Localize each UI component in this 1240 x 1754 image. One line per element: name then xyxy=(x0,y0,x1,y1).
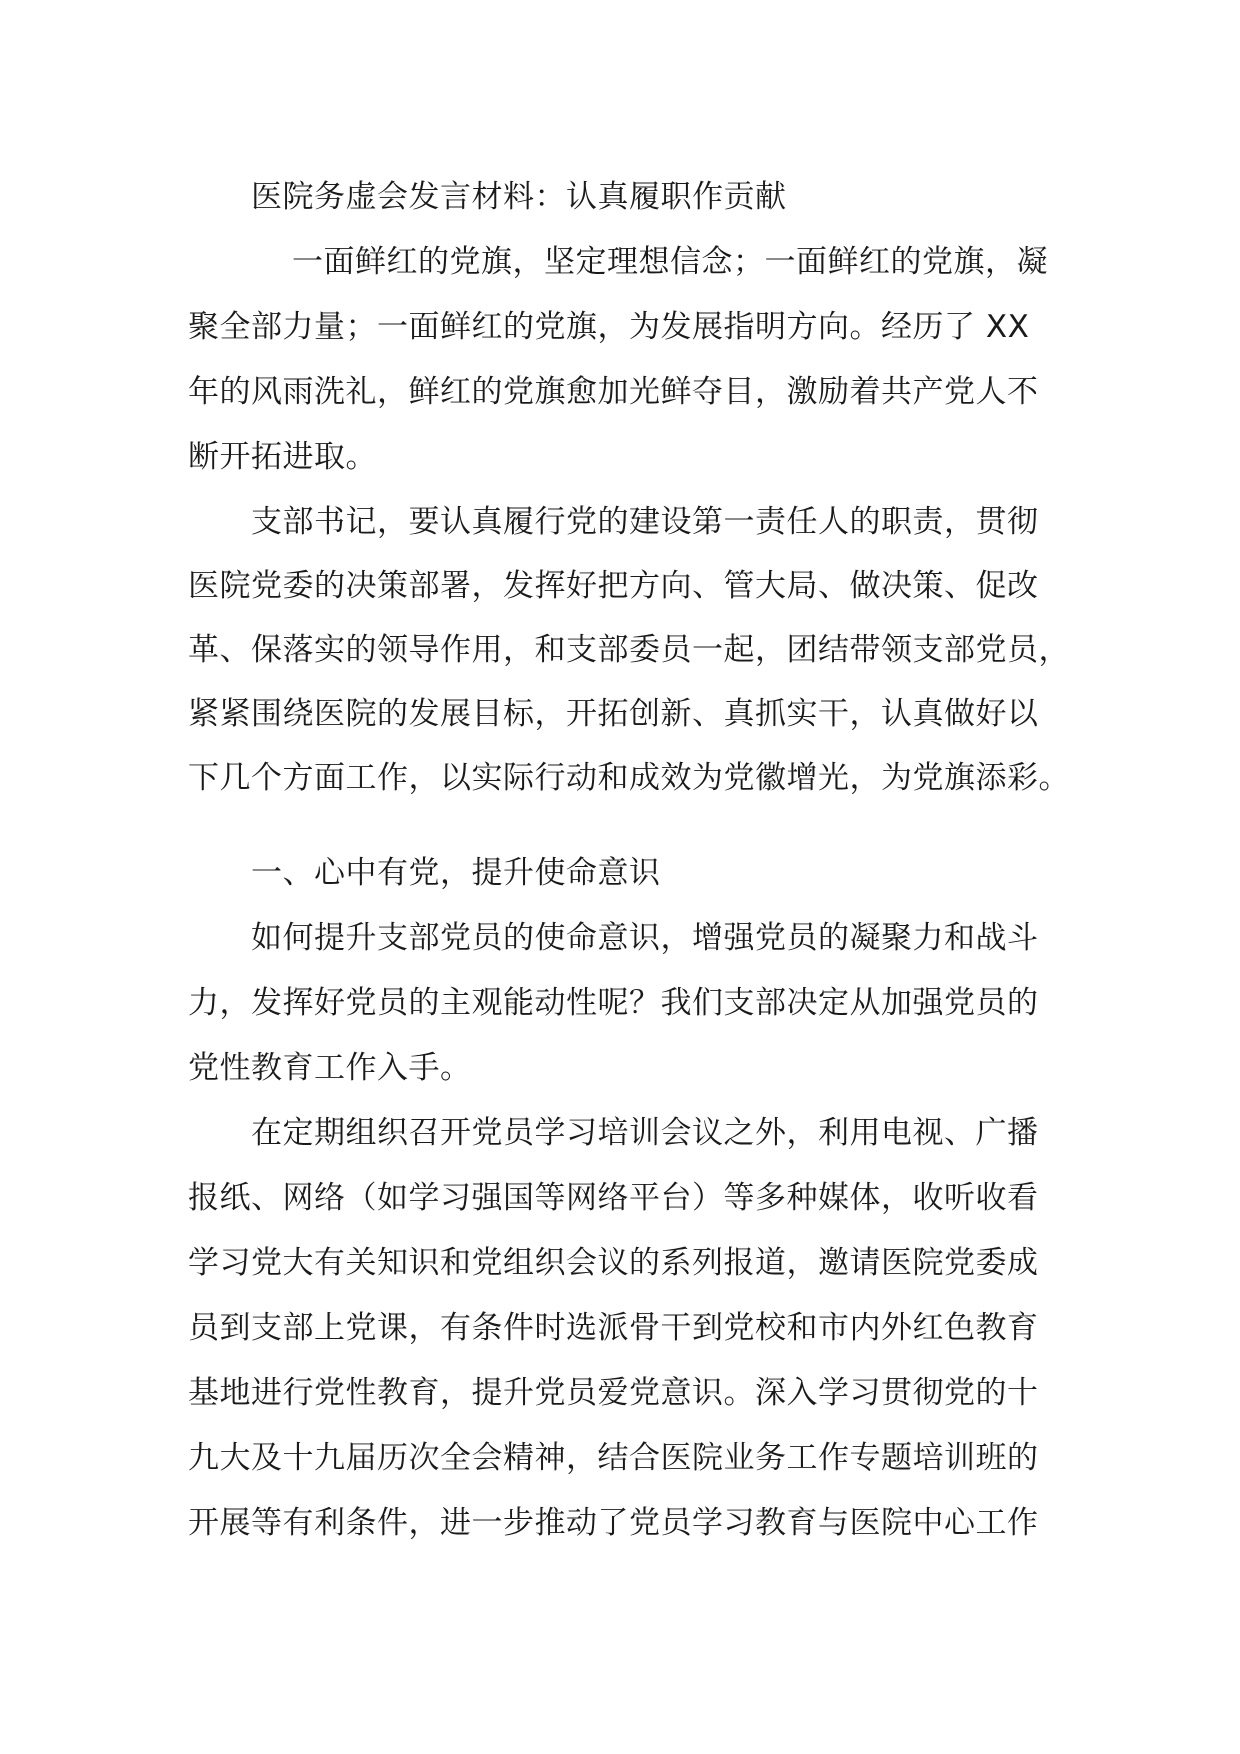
paragraph-2-line-2: 医院党委的决策部署，发挥好把方向、管大局、做决策、促改 xyxy=(188,568,1039,604)
paragraph-4-line-4: 员到支部上党课，有条件时选派骨干到党校和市内外红色教育 xyxy=(188,1310,1039,1346)
paragraph-1-line-1: 一面鲜红的党旗，坚定理想信念；一面鲜红的党旗，凝 xyxy=(292,244,1048,280)
paragraph-2-line-5: 下几个方面工作，以实际行动和成效为党徽增光，为党旗添彩。 xyxy=(188,760,1070,796)
paragraph-4-line-3: 学习党大有关知识和党组织会议的系列报道，邀请医院党委成 xyxy=(188,1245,1039,1281)
paragraph-2-line-4: 紧紧围绕医院的发展目标，开拓创新、真抓实干，认真做好以 xyxy=(188,696,1039,732)
paragraph-4-line-5: 基地进行党性教育，提升党员爱党意识。深入学习贯彻党的十 xyxy=(188,1375,1039,1411)
paragraph-4-line-7: 开展等有利条件，进一步推动了党员学习教育与医院中心工作 xyxy=(188,1505,1039,1541)
paragraph-3-line-3: 党性教育工作入手。 xyxy=(188,1050,472,1086)
paragraph-2-line-3: 革、保落实的领导作用，和支部委员一起，团结带领支部党员， xyxy=(188,632,1070,668)
paragraph-2-line-1: 支部书记，要认真履行党的建设第一责任人的职责，贯彻 xyxy=(251,504,1039,540)
paragraph-4-line-2: 报纸、网络（如学习强国等网络平台）等多种媒体，收听收看 xyxy=(188,1180,1039,1216)
paragraph-4-line-6: 九大及十九届历次全会精神，结合医院业务工作专题培训班的 xyxy=(188,1440,1039,1476)
paragraph-1-line-2: 聚全部力量；一面鲜红的党旗，为发展指明方向。经历了 XX xyxy=(188,309,1030,345)
paragraph-3-line-1: 如何提升支部党员的使命意识，增强党员的凝聚力和战斗 xyxy=(251,920,1039,956)
paragraph-3-line-2: 力，发挥好党员的主观能动性呢？我们支部决定从加强党员的 xyxy=(188,985,1039,1021)
document-title: 医院务虚会发言材料：认真履职作贡献 xyxy=(251,179,787,215)
paragraph-1-line-3: 年的风雨洗礼，鲜红的党旗愈加光鲜夺目，激励着共产党人不 xyxy=(188,374,1039,410)
section-heading: 一、心中有党，提升使命意识 xyxy=(251,855,661,891)
paragraph-1-line-4: 断开拓进取。 xyxy=(188,439,377,475)
paragraph-4-line-1: 在定期组织召开党员学习培训会议之外，利用电视、广播 xyxy=(251,1115,1039,1151)
